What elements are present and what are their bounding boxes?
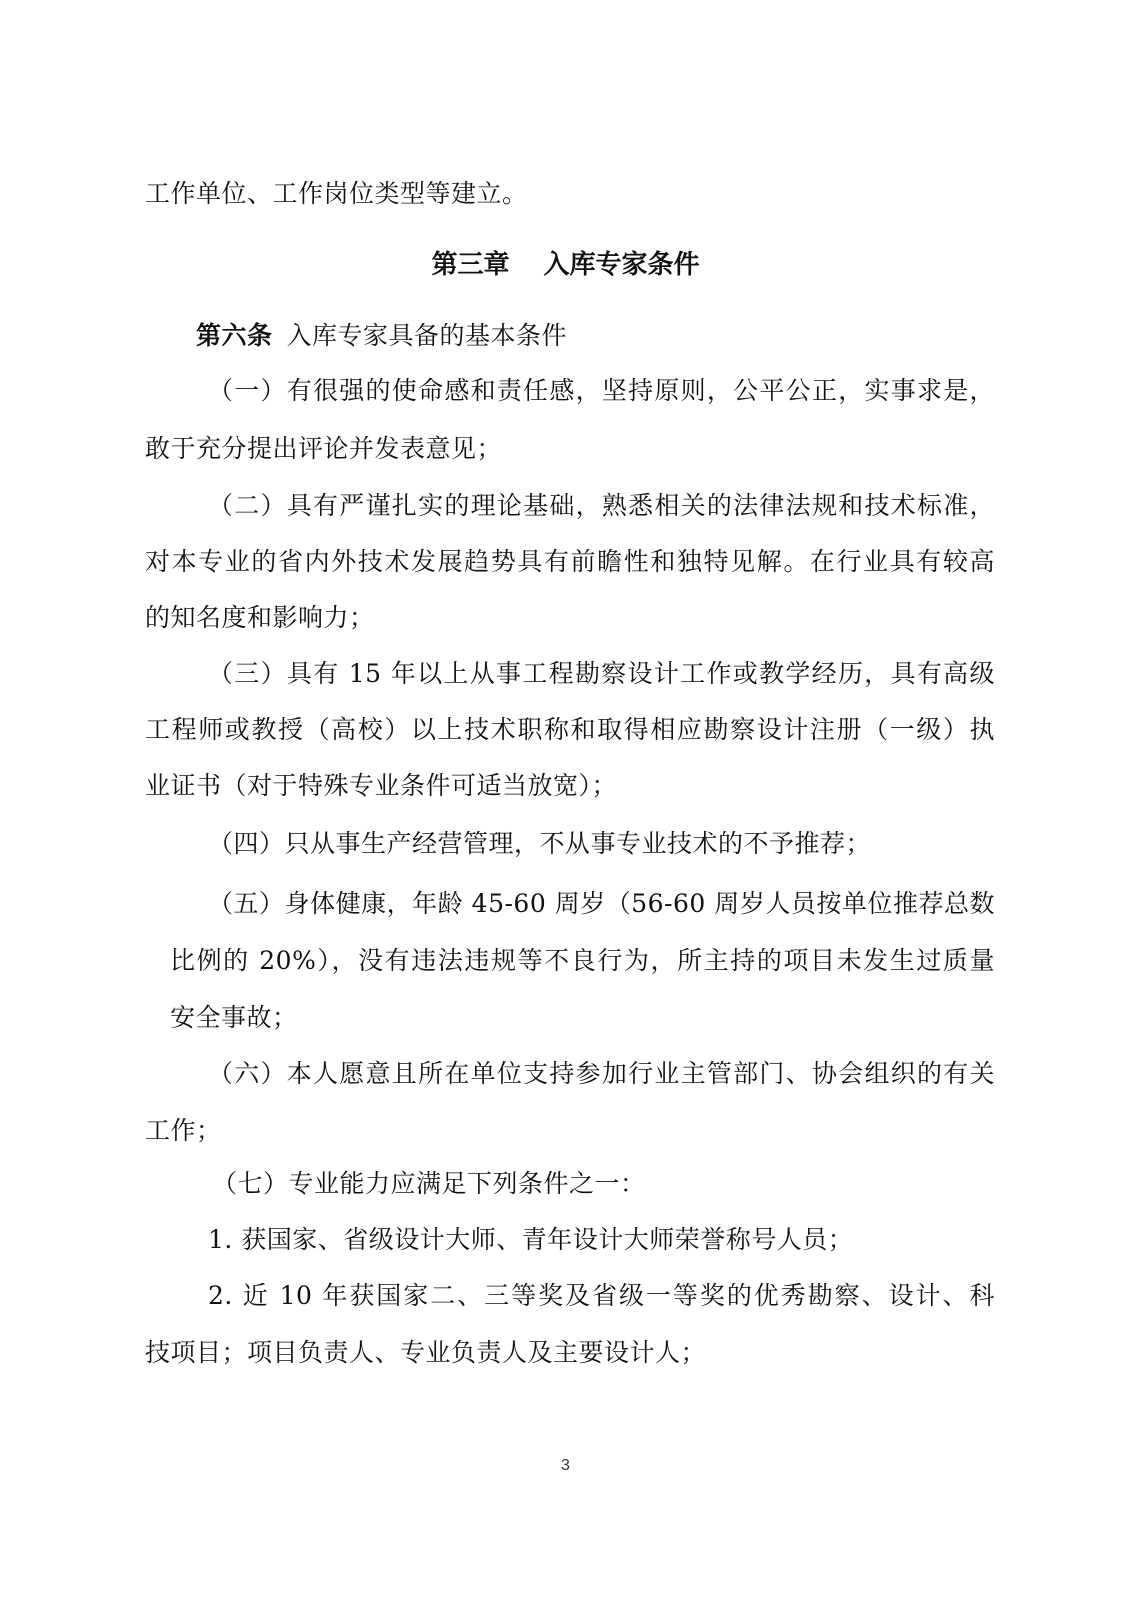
paragraph-line: 敢于充分提出评论并发表意见； xyxy=(145,434,503,463)
chapter-title: 入库专家条件 xyxy=(543,250,700,280)
paragraph-line: 比例的 20%），没有违法违规等不良行为，所主持的项目未发生过质量 xyxy=(170,946,995,975)
paragraph-line: 工程师或教授（高校）以上技术职称和取得相应勘察设计注册（一级）执 xyxy=(145,715,995,744)
article-title: 入库专家具备的基本条件 xyxy=(286,321,568,350)
paragraph-line: （三）具有 15 年以上从事工程勘察设计工作或教学经历，具有高级 xyxy=(208,659,995,688)
paragraph-line: 对本专业的省内外技术发展趋势具有前瞻性和独特见解。在行业具有较高 xyxy=(145,547,995,576)
paragraph-line: 安全事故； xyxy=(170,1003,298,1032)
article-heading xyxy=(196,320,979,352)
paragraph-line: （六）本人愿意且所在单位支持参加行业主管部门、协会组织的有关 xyxy=(208,1059,995,1088)
paragraph-line: 技项目；项目负责人、专业负责人及主要设计人； xyxy=(145,1338,707,1367)
paragraph-line: 的知名度和影响力； xyxy=(145,603,375,632)
page-number: 3 xyxy=(561,1457,570,1474)
paragraph-line: （七）专业能力应满足下列条件之一： xyxy=(212,1169,646,1198)
paragraph-line: （四）只从事生产经营管理，不从事专业技术的不予推荐； xyxy=(208,829,872,858)
paragraph-line: （一）有很强的使命感和责任感，坚持原则，公平公正，实事求是， xyxy=(208,376,995,405)
list-item: 1. 获国家、省级设计大师、青年设计大师荣誉称号人员； xyxy=(208,1225,854,1254)
paragraph-line: （五）身体健康，年龄 45-60 周岁（56-60 周岁人员按单位推荐总数 xyxy=(208,889,995,918)
chapter-heading xyxy=(0,248,1131,282)
paragraph-line: 业证书（对于特殊专业条件可适当放宽）； xyxy=(145,771,618,800)
list-item: 2. 近 10 年获国家二、三等奖及省级一等奖的优秀勘察、设计、科 xyxy=(208,1281,995,1310)
paragraph-line: （二）具有严谨扎实的理论基础，熟悉相关的法律法规和技术标准， xyxy=(208,491,995,520)
chapter-number: 第三章 xyxy=(431,250,510,280)
paragraph-line: 工作； xyxy=(145,1116,222,1145)
article-number: 第六条 xyxy=(196,321,273,350)
paragraph-line: 工作单位、工作岗位类型等建立。 xyxy=(145,179,528,208)
